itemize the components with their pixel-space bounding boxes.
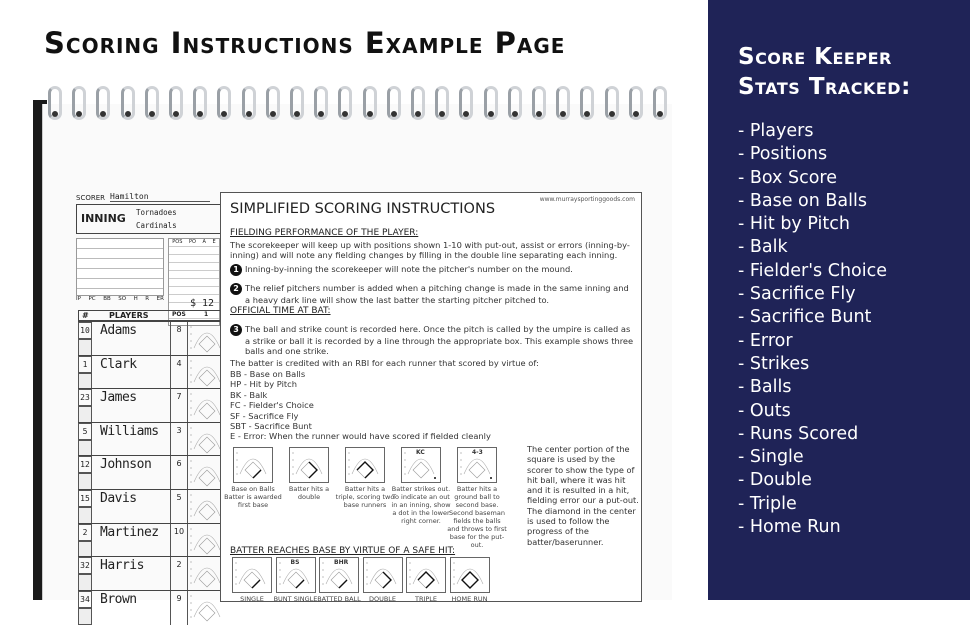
player-row [78, 355, 222, 389]
example-diagram [457, 447, 497, 483]
player-position: 7 [170, 389, 188, 423]
diagram-caption: Batter strikes out. To indicate an out in an inning, show a dot in the lower right corner. [391, 485, 451, 525]
player-position: 2 [170, 557, 188, 591]
diagram-mark: 4-3 [472, 449, 483, 456]
example-diagram [401, 447, 441, 483]
rbi-item: BK - Balk [230, 389, 268, 400]
page-title: Scoring Instructions Example Page [44, 26, 566, 60]
instructions-box [220, 192, 642, 602]
player-number: 12 [78, 456, 92, 473]
safe-hit-title: BATTER REACHES BASE BY VIRTUE OF A SAFE HIT: [230, 546, 456, 556]
spiral-ring [290, 86, 304, 120]
spiral-ring [169, 86, 183, 120]
player-name: Brown [100, 591, 137, 607]
spiral-ring [217, 86, 231, 120]
example-diagram [233, 447, 273, 483]
players-header: # PLAYERS POS 1 [78, 310, 222, 321]
note-3: 3 The ball and strike count is recorded here. Once the pitch is called by the umpire is called as a strike or ball it is recorded by a line through the appropriate box. This example shows three balls and one strike. [230, 324, 634, 357]
stat-item: - Error [738, 330, 793, 351]
safe-hit-label: BUNT SINGLE [273, 595, 318, 603]
stat-item: - Strikes [738, 353, 810, 374]
safe-hit-label: DOUBLE [368, 595, 397, 603]
stat-item: - Triple [738, 493, 797, 514]
inning-cell [188, 356, 224, 390]
player-number-box [78, 339, 92, 356]
player-row [78, 590, 222, 624]
player-number-box [78, 406, 92, 423]
stat-item: - Positions [738, 144, 828, 165]
spiral-ring [411, 86, 425, 120]
stat-item: - Home Run [738, 517, 841, 538]
stat-item: - Base on Balls [738, 190, 867, 211]
player-name: Harris [100, 558, 144, 574]
spiral-ring [556, 86, 570, 120]
stat-item: - Hit by Pitch [738, 214, 850, 235]
spiral-ring [338, 86, 352, 120]
player-name: Williams [100, 423, 159, 439]
stat-item: - Double [738, 470, 812, 491]
player-name: Clark [100, 356, 137, 372]
player-position: 10 [170, 524, 188, 558]
inning-cell [188, 389, 224, 423]
player-number-box [78, 440, 92, 457]
rbi-item: E - Error: When the runner would have scored if fielded cleanly [230, 431, 491, 442]
spiral-ring [96, 86, 110, 120]
rbi-item: HP - Hit by Pitch [230, 379, 297, 390]
scorer-label: SCORER [76, 194, 105, 202]
scorer-name: Hamilton [110, 192, 210, 202]
inning-cell [188, 557, 224, 591]
rbi-item: SF - Sacrifice Fly [230, 410, 299, 421]
note-1: 1 Inning-by-inning the scorekeeper will note the pitcher's number on the mound. [230, 264, 634, 276]
safe-hit-diagram [406, 557, 446, 593]
player-number: 23 [78, 389, 92, 406]
note-2: 2 The relief pitchers number is added when a pitching change is made in the same inning and a heavy dark line will show the last batter the starting pitcher pitched to. [230, 283, 634, 305]
diagram-mark: KC [416, 449, 425, 456]
player-row [78, 523, 222, 557]
player-position: 3 [170, 423, 188, 457]
safe-hit-label: BATTED BALL [317, 595, 361, 603]
safe-hit-label: HOME RUN [451, 595, 488, 603]
stat-item: - Box Score [738, 167, 837, 188]
fielding-title: FIELDING PERFORMANCE OF THE PLAYER: [230, 228, 419, 238]
spiral-ring [242, 86, 256, 120]
player-number-box [78, 541, 92, 558]
inning-cell [188, 490, 224, 524]
rbi-list [230, 369, 632, 442]
safe-hit-diagram [450, 557, 490, 593]
panel-title: Score Keeper Stats Tracked: [738, 44, 911, 100]
spiral-ring [629, 86, 643, 120]
stat-item: - Single [738, 447, 804, 468]
instructions-heading: SIMPLIFIED SCORING INSTRUCTIONS [230, 201, 496, 217]
inning-cell [188, 524, 224, 558]
spiral-ring [508, 86, 522, 120]
scorecard [74, 190, 222, 607]
player-row [78, 422, 222, 456]
diagram-caption: Batter hits a double [288, 485, 330, 501]
player-name: Martinez [100, 524, 159, 540]
spiral-ring [266, 86, 280, 120]
spiral-ring [459, 86, 473, 120]
diagram-mark: BS [290, 559, 300, 566]
stat-item: - Sacrifice Fly [738, 284, 856, 305]
stat-item: - Players [738, 121, 814, 141]
player-row [78, 388, 222, 422]
spiral-ring [653, 86, 667, 120]
player-position: 9 [170, 591, 188, 625]
player-number-box [78, 608, 92, 625]
spiral-ring [580, 86, 594, 120]
atbat-title: OFFICIAL TIME AT BAT: [230, 306, 331, 316]
spiral-ring [387, 86, 401, 120]
player-number: 10 [78, 322, 92, 339]
spiral-ring [72, 86, 86, 120]
pitcher-number: $ 12 [190, 298, 215, 309]
player-number: 2 [78, 524, 92, 541]
inning-cell [188, 456, 224, 490]
example-diagram [345, 447, 385, 483]
spiral-ring [48, 86, 62, 120]
player-row [78, 489, 222, 523]
team-2: Cardinals [136, 221, 177, 230]
player-position: 8 [170, 322, 188, 356]
diagram-mark: BHR [334, 559, 349, 566]
player-number: 5 [78, 423, 92, 440]
diagram-caption: Base on Balls Batter is awarded first base [224, 485, 282, 509]
spiral-ring [484, 86, 498, 120]
spiral-ring [363, 86, 377, 120]
safe-hit-label: TRIPLE [414, 595, 438, 603]
fielding-text: The scorekeeper will keep up with positions shown 1-10 with put-out, assist or errors (inning-by-inning) and will note any fielding changes by filling in the double line separating each inning. [230, 240, 630, 261]
inning-cell [188, 322, 224, 356]
safe-hit-diagram [232, 557, 272, 593]
fielding-grid: POS PO A E [168, 238, 220, 326]
spiral-ring [314, 86, 328, 120]
stats-list [738, 120, 887, 539]
stat-item: - Sacrifice Bunt [738, 307, 872, 328]
player-name: Davis [100, 491, 137, 506]
diagram-caption: Batter hits a ground ball to second base. Second baseman fields the balls and throws to first base for the put-out. [447, 485, 507, 549]
player-number: 32 [78, 557, 92, 574]
rbi-intro: The batter is credited with an RBI for each runner that scored by virtue of: [230, 358, 539, 368]
player-name: Adams [100, 323, 137, 338]
player-number-box [78, 507, 92, 524]
example-diagram [289, 447, 329, 483]
stat-item: - Fielder's Choice [738, 260, 887, 281]
center-text: The center portion of the square is used by the scorer to show the type of hit ball, where it was hit and it is resulted in a hit, fielding error our a put-out. The diamond in the center is used to follow the progress of the batter/baserunner. [527, 444, 639, 547]
spiral-ring [193, 86, 207, 120]
stat-item: - Runs Scored [738, 423, 859, 444]
inning-cell [188, 591, 224, 625]
website-url: www.murraysportinggoods.com [539, 196, 635, 203]
stat-item: - Balls [738, 377, 792, 398]
rbi-item: FC - Fielder's Choice [230, 400, 314, 411]
player-name: James [100, 390, 137, 406]
diagram-caption: Batter hits a triple, scoring two base runners [335, 485, 395, 509]
safe-hit-diagram [276, 557, 316, 593]
safe-hit-diagram [363, 557, 403, 593]
spiral-ring [605, 86, 619, 120]
player-position: 6 [170, 456, 188, 490]
pitcher-grid [76, 238, 164, 296]
pitching-columns: IP PC BB SO H R ER [76, 296, 164, 302]
rbi-item: SBT - Sacrifice Bunt [230, 421, 312, 432]
safe-hit-label: SINGLE [240, 595, 264, 603]
player-number-box [78, 473, 92, 490]
player-number: 34 [78, 591, 92, 608]
inning-cell [188, 423, 224, 457]
stat-item: - Balk [738, 237, 788, 258]
player-row [78, 455, 222, 489]
player-number-box [78, 373, 92, 390]
spiral-ring [435, 86, 449, 120]
player-row [78, 321, 222, 355]
spiral-ring [121, 86, 135, 120]
player-position: 4 [170, 356, 188, 390]
player-name: Johnson [100, 457, 152, 473]
player-number-box [78, 574, 92, 591]
player-number: 1 [78, 356, 92, 373]
safe-hit-diagram [319, 557, 359, 593]
player-row [78, 556, 222, 590]
spiral-ring [145, 86, 159, 120]
rbi-item: BB - Base on Balls [230, 369, 306, 379]
stat-item: - Outs [738, 400, 791, 421]
spiral-ring [532, 86, 546, 120]
team-1: Tornadoes [136, 208, 177, 217]
inning-label: INNING [81, 212, 126, 225]
player-number: 15 [78, 490, 92, 507]
player-position: 5 [170, 490, 188, 524]
